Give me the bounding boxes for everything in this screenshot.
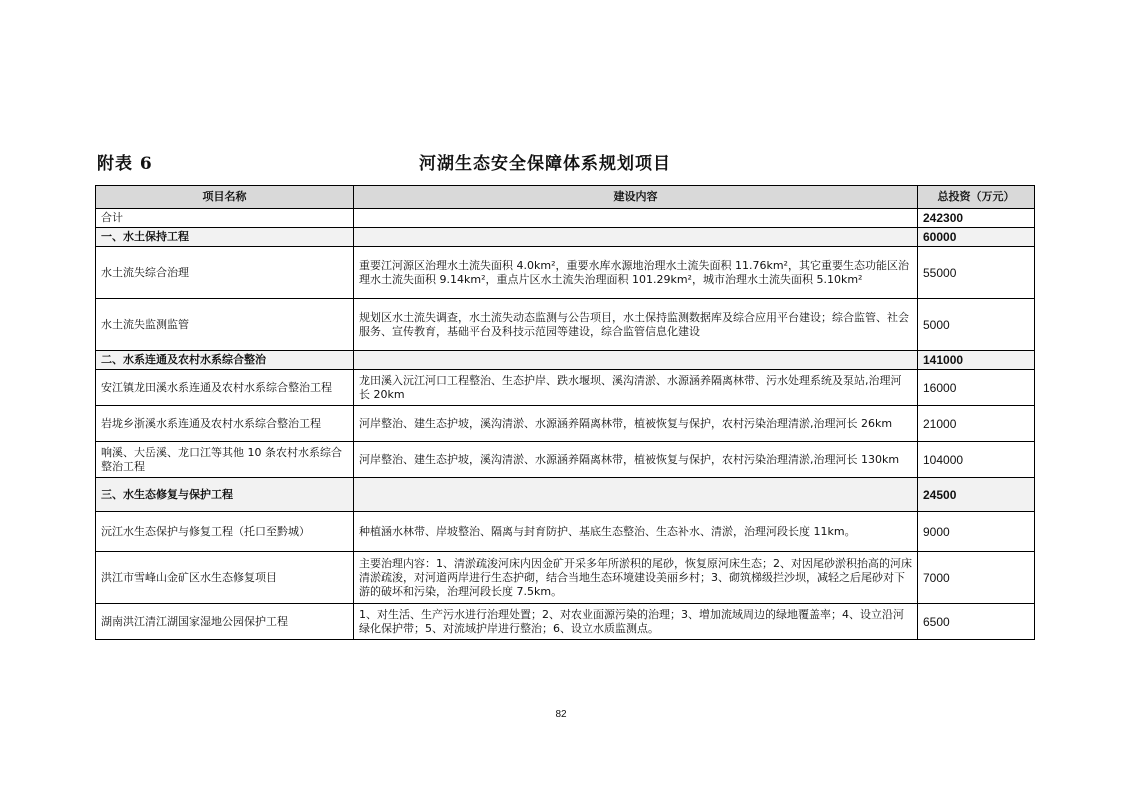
table-row (96, 512, 1035, 552)
page-heading (97, 149, 1033, 175)
projects-table (95, 185, 1035, 640)
project-content: 种植涵水林带、岸坡整治、隔离与封育防护、基底生态整治、生态补水、清淤，治理河段长度 11km。 (354, 512, 918, 552)
project-investment: 16000 (918, 370, 1035, 406)
section-content-empty (354, 228, 918, 247)
section-content-empty (354, 478, 918, 512)
total-row (96, 209, 1035, 228)
project-name: 沅江水生态保护与修复工程（托口至黔城） (96, 512, 354, 552)
header-project-name: 项目名称 (96, 186, 354, 209)
table-row (96, 370, 1035, 406)
project-name: 安江镇龙田溪水系连通及农村水系综合整治工程 (96, 370, 354, 406)
total-content-empty (354, 209, 918, 228)
table-row (96, 442, 1035, 478)
section-title: 三、水生态修复与保护工程 (96, 478, 354, 512)
total-value: 242300 (918, 209, 1035, 228)
header-content: 建设内容 (354, 186, 918, 209)
table-row (96, 299, 1035, 351)
section-investment: 141000 (918, 351, 1035, 370)
section-row (96, 478, 1035, 512)
section-title: 二、水系连通及农村水系综合整治 (96, 351, 354, 370)
section-investment: 24500 (918, 478, 1035, 512)
project-investment: 21000 (918, 406, 1035, 442)
appendix-label: 附表 6 (97, 154, 153, 174)
page-title: 河湖生态安全保障体系规划项目 (419, 154, 671, 174)
project-content: 规划区水土流失调查，水土流失动态监测与公告项目，水土保持监测数据库及综合应用平台建设；综合监管、社会服务、宣传教育，基础平台及科技示范园等建设，综合监管信息化建设 (354, 299, 918, 351)
section-row (96, 351, 1035, 370)
page-number: 82 (555, 709, 567, 720)
project-name: 湖南洪江清江湖国家湿地公园保护工程 (96, 604, 354, 640)
section-content-empty (354, 351, 918, 370)
section-investment: 60000 (918, 228, 1035, 247)
project-name: 岩垅乡浙溪水系连通及农村水系综合整治工程 (96, 406, 354, 442)
project-name: 水土流失监测监管 (96, 299, 354, 351)
project-content: 主要治理内容：1、清淤疏浚河床内因金矿开采多年所淤积的尾砂，恢复原河床生态；2、对因尾砂淤积抬高的河床清淤疏浚，对河道两岸进行生态护砌，结合当地生态环境建设美丽乡村；3、砌筑梯级拦沙坝，减轻之后尾砂对下游的破坏和污染，治理河段长度 7.5km。 (354, 552, 918, 604)
header-investment: 总投资（万元） (918, 186, 1035, 209)
section-title: 一、水土保持工程 (96, 228, 354, 247)
project-name: 响溪、大岳溪、龙口江等其他 10 条农村水系综合整治工程 (96, 442, 354, 478)
project-name: 水土流失综合治理 (96, 247, 354, 299)
project-investment: 6500 (918, 604, 1035, 640)
project-name: 洪江市雪峰山金矿区水生态修复项目 (96, 552, 354, 604)
project-investment: 7000 (918, 552, 1035, 604)
table-row (96, 604, 1035, 640)
project-investment: 9000 (918, 512, 1035, 552)
project-content: 河岸整治、建生态护坡，溪沟清淤、水源涵养隔离林带，植被恢复与保护，农村污染治理清淤,治理河长 130km (354, 442, 918, 478)
project-investment: 55000 (918, 247, 1035, 299)
project-content: 1、对生活、生产污水进行治理处置；2、对农业面源污染的治理；3、增加流域周边的绿地覆盖率；4、设立沿河绿化保护带；5、对流域护岸进行整治；6、设立水质监测点。 (354, 604, 918, 640)
project-content: 重要江河源区治理水土流失面积 4.0km²，重要水库水源地治理水土流失面积 11.76km²，其它重要生态功能区治理水土流失面积 9.14km²，重点片区水土流失治理面积 101.29km²，城市治理水土流失面积 5.10km² (354, 247, 918, 299)
project-investment: 104000 (918, 442, 1035, 478)
total-label: 合计 (96, 209, 354, 228)
table-row (96, 552, 1035, 604)
table-row (96, 247, 1035, 299)
table-row (96, 406, 1035, 442)
project-content: 河岸整治、建生态护坡，溪沟清淤、水源涵养隔离林带，植被恢复与保护，农村污染治理清淤,治理河长 26km (354, 406, 918, 442)
project-content: 龙田溪入沅江河口工程整治、生态护岸、跌水堰坝、溪沟清淤、水源涵养隔离林带、污水处理系统及泵站,治理河长 20km (354, 370, 918, 406)
section-row (96, 228, 1035, 247)
table-header-row (96, 186, 1035, 209)
project-investment: 5000 (918, 299, 1035, 351)
